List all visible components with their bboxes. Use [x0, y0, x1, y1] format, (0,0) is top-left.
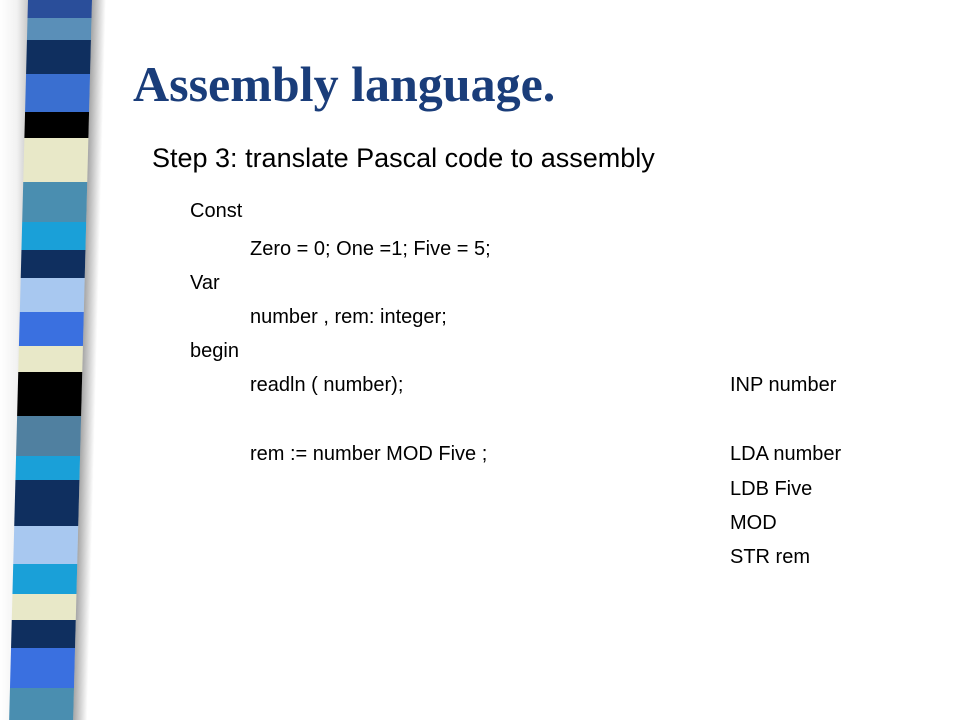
stripe-segment: [25, 74, 90, 112]
pascal-const-declaration: Zero = 0; One =1; Five = 5;: [250, 238, 491, 260]
stripe-segment: [13, 526, 78, 564]
stripe-segment: [11, 620, 76, 648]
asm-lda-instruction: LDA number: [730, 443, 842, 465]
stripe-segment: [10, 648, 75, 688]
stripe-segment: [16, 416, 81, 456]
stripe-segment: [19, 312, 84, 346]
stripe-segment: [12, 564, 77, 594]
stripe-segment: [24, 112, 89, 138]
pascal-var-keyword: Var: [190, 272, 220, 294]
stripe-segment: [23, 138, 88, 182]
stripe-segment: [20, 278, 85, 312]
stripe-segment: [22, 182, 87, 222]
asm-ldb-instruction: LDB Five: [730, 478, 813, 500]
pascal-const-keyword: Const: [190, 200, 243, 222]
pascal-mod-statement: rem := number MOD Five ;: [250, 443, 488, 465]
stripe-segment: [27, 18, 92, 40]
slide-subtitle: Step 3: translate Pascal code to assembly: [152, 143, 655, 173]
stripe-segment: [18, 346, 83, 372]
asm-str-instruction: STR rem: [730, 546, 810, 568]
stripe-segment: [21, 222, 86, 250]
slide-title: Assembly language.: [133, 56, 556, 112]
pascal-readln-statement: readln ( number);: [250, 374, 404, 396]
stripe-segment: [9, 688, 74, 720]
pascal-begin-keyword: begin: [190, 340, 239, 362]
stripe-segment: [28, 0, 92, 18]
stripe-segment: [12, 594, 77, 620]
stripe-segment: [15, 456, 80, 480]
asm-mod-instruction: MOD: [730, 512, 777, 534]
stripe-segment: [21, 250, 86, 278]
asm-inp-instruction: INP number: [730, 374, 837, 396]
stripe-segment: [14, 480, 79, 526]
pascal-var-declaration: number , rem: integer;: [250, 306, 447, 328]
stripe-segment: [17, 372, 82, 416]
stripe-segment: [26, 40, 91, 74]
